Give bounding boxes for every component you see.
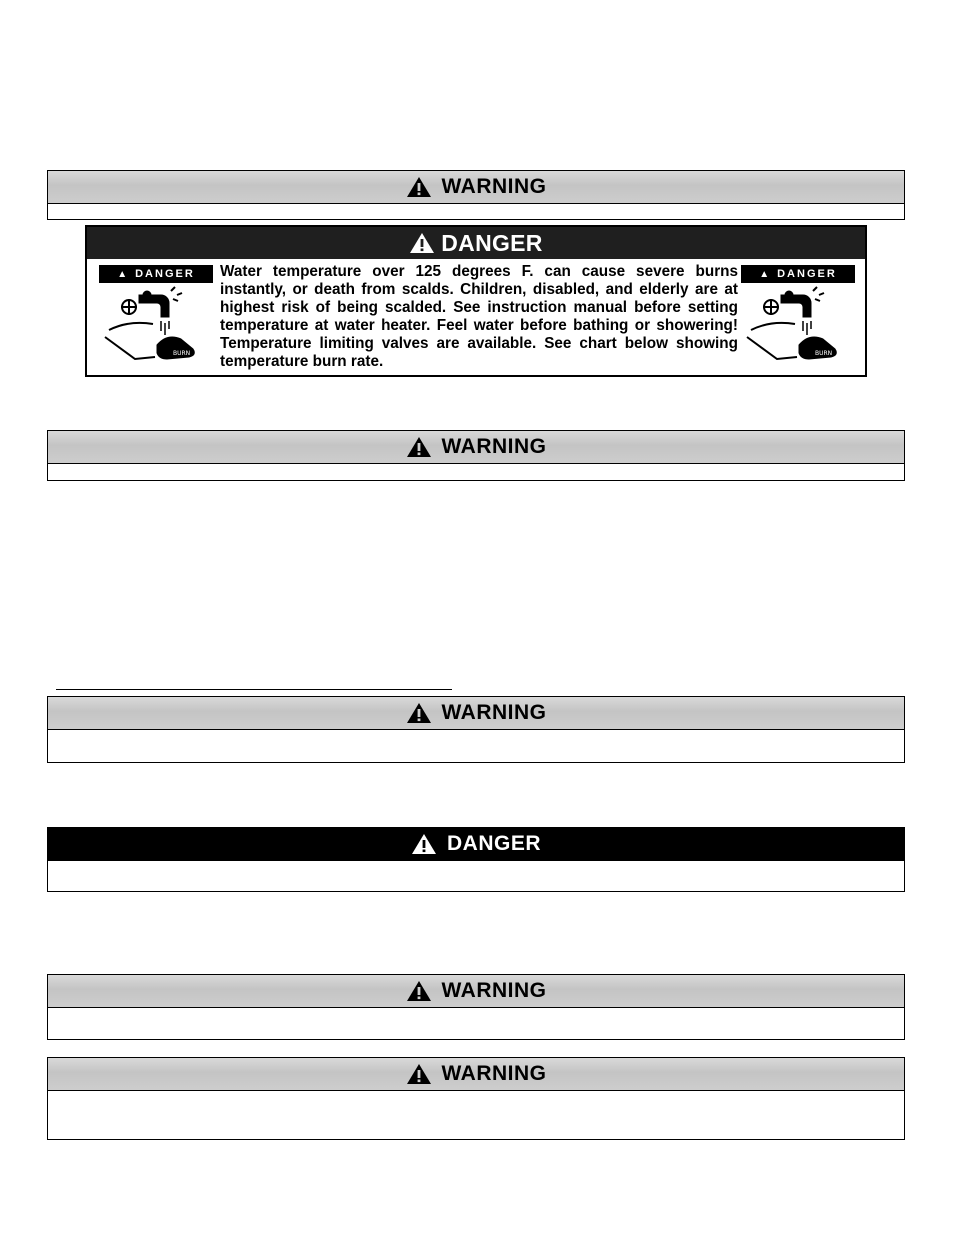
svg-text:BURN: BURN bbox=[173, 350, 191, 357]
danger-tag-right: ▲ DANGER bbox=[741, 265, 855, 283]
warning-box-1 bbox=[47, 170, 905, 220]
warning-header bbox=[48, 1058, 904, 1091]
scalding-faucet-icon bbox=[99, 285, 213, 369]
warning-triangle-icon bbox=[406, 702, 432, 724]
warning-triangle-icon bbox=[406, 436, 432, 458]
small-warning-icon: ▲ bbox=[117, 268, 130, 280]
warning-header bbox=[48, 975, 904, 1008]
danger-header bbox=[48, 828, 904, 861]
danger-triangle-icon bbox=[409, 232, 435, 254]
warning-title: WARNING bbox=[441, 175, 547, 198]
warning-title: WARNING bbox=[441, 701, 547, 724]
danger-tag-left: ▲ DANGER bbox=[99, 265, 213, 283]
warning-header bbox=[48, 431, 904, 464]
danger-triangle-icon bbox=[411, 833, 437, 855]
warning-triangle-icon bbox=[406, 980, 432, 1002]
small-warning-icon: ▲ bbox=[759, 268, 772, 280]
warning-box-3 bbox=[47, 696, 905, 763]
warning-triangle-icon bbox=[406, 1063, 432, 1085]
warning-header bbox=[48, 697, 904, 730]
danger-box bbox=[47, 827, 905, 892]
warning-triangle-icon bbox=[406, 176, 432, 198]
danger-label-title: DANGER bbox=[441, 229, 543, 256]
warning-header bbox=[48, 171, 904, 204]
scald-warning-text: Water temperature over 125 degrees F. can cause severe burns instantly, or death from scalds. Children, disabled, and elderly are at highest risk of being scalded. See instruction manual before setting temperature at water heater. Feel water before bathing or showering! Temperature limiting valves are available. See chart below showing temperature burn rate. bbox=[220, 263, 738, 370]
warning-title: WARNING bbox=[441, 435, 547, 458]
scalding-faucet-icon bbox=[741, 285, 855, 369]
warning-title: WARNING bbox=[441, 979, 547, 1002]
danger-label-header bbox=[87, 227, 865, 259]
scald-danger-label bbox=[85, 225, 867, 377]
danger-title: DANGER bbox=[446, 832, 541, 855]
section-rule bbox=[56, 689, 452, 690]
warning-box-4 bbox=[47, 974, 905, 1040]
warning-box-2 bbox=[47, 430, 905, 481]
warning-box-5 bbox=[47, 1057, 905, 1140]
svg-text:BURN: BURN bbox=[815, 350, 833, 357]
warning-title: WARNING bbox=[441, 1062, 547, 1085]
